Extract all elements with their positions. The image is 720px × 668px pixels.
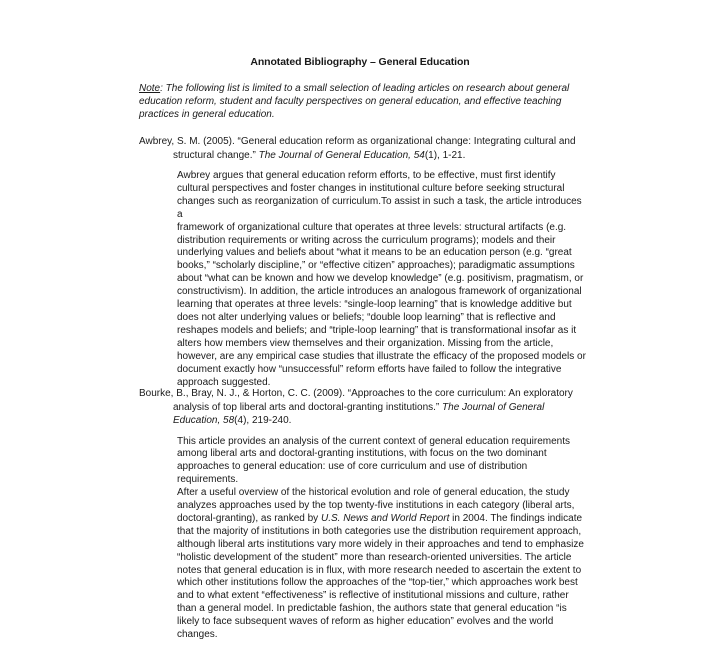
intro-note: [139, 82, 589, 121]
citation-text: Awbrey, S. M. (2005). “General education reform as organizational change: Integrating cultural and structural change.”: [139, 136, 576, 161]
citation: [139, 387, 589, 428]
journal-title: The Journal of General Education, 58: [173, 401, 545, 426]
citation-issue: (4), 219-240.: [234, 415, 292, 426]
note-label: Note: [139, 83, 161, 94]
bibliography-entry: [139, 135, 589, 389]
publication-name: U.S. News and World Report: [320, 512, 450, 524]
citation-text: Bourke, B., Bray, N. J., & Horton, C. C. (2009). “Approaches to the core curriculum: An exploratory analysis of top liberal arts and doctoral-granting institutions.”: [139, 388, 573, 413]
journal-title: The Journal of General Education, 54: [258, 149, 425, 161]
annotation-text-part: This article provides an analysis of the current context of general education requirements among liberal arts and doctoral-granting institutions, with focus on the two dominant approaches to general education: use of core curriculum and use of distribution requirements. After a useful overview of the historical evolution and role of general education, the study analyzes approaches used by the top twenty-five institutions in each category (liberal arts, doctoral-granting), as ranked by: [177, 435, 575, 524]
annotation-text: Awbrey argues that general education reform efforts, to be effective, must first identify cultural perspectives and foster changes in institutional culture before seeking structural changes such as reorganization of curriculum.To assist in such a task, the article introduces a framework of organizational culture that operates at three levels: structural artifacts (e.g. distribution requirements or writing across the curriculum programs); models and their underlying values and beliefs about “what it means to be an education person (e.g. “great books,” “scholarly discipline,” or “effective citizen” approaches); paradigmatic assumptions about “what can be known and how we develop knowledge” (e.g. positivism, pragmatism, or constructivism). In addition, the article introduces an analogous framework of organizational learning that operates at three levels: “single-loop learning” that is knowledge additive but does not alter underlying values or beliefs; “double loop learning” that is reflective and reshapes models and beliefs; and “triple-loop learning” that is transformational insofar as it alters how members view themselves and their organization. Missing from the article, however, are any empirical case studies that illustrate the efficacy of the proposed models or document exactly how “unsuccessful” reform efforts have failed to follow the integrative approach suggested.: [177, 170, 586, 388]
note-text: : The following list is limited to a small selection of leading articles on research about general education reform, student and faculty perspectives on general education, and effective teaching practices in general education.: [139, 83, 570, 120]
bibliography-entry: [139, 387, 589, 642]
citation-issue: (1), 1-21.: [424, 149, 466, 161]
page-title: Annotated Bibliography – General Education: [250, 56, 470, 68]
annotation-text-part: in 2004. The findings indicate that the majority of institutions in both categories use the distribution requirement approach, although liberal arts institutions vary more widely in their approaches and tend to emphasize “holistic development of the student” more than research-oriented universities. The article notes that general education is in flux, with more research needed to ascertain the extent to which other institutions follow the approaches of the “top-tier,” which approaches work best and to what extent “effectiveness” is reflective of institutional missions and culture, rather than a general model. In predictable fashion, the authors state that general education “is likely to face subsequent waves of reform as higher education” evolves and the world changes.: [177, 512, 584, 641]
citation: [139, 135, 589, 162]
annotation-text: [177, 436, 589, 643]
